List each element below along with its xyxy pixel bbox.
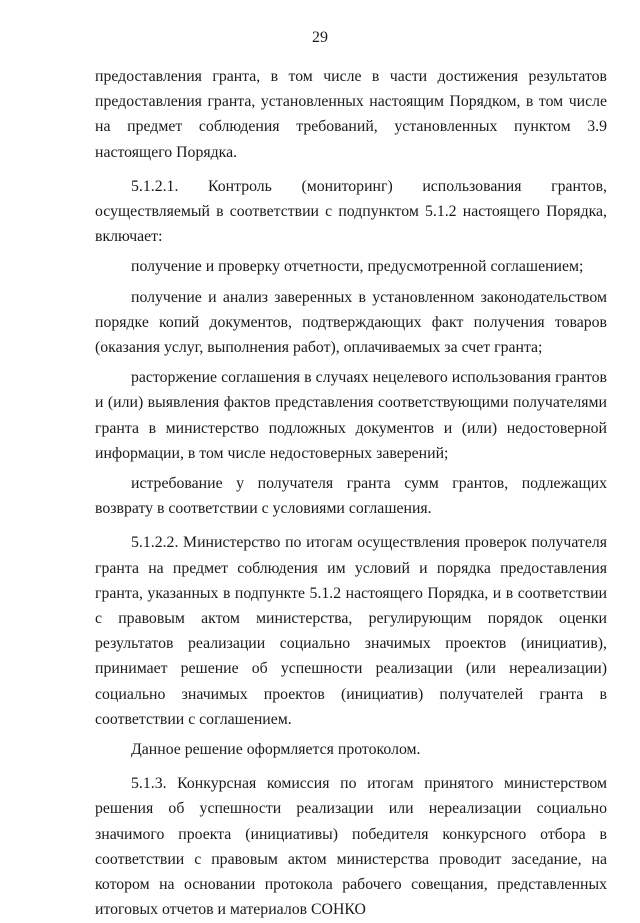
paragraph-protocol: Данное решение оформляется протоколом.	[131, 741, 421, 759]
paragraph-5-1-3: 5.1.3. Конкурсная комиссия по итогам принятого министерством решения об успешности реализации или нереализации социально значимого проекта (инициативы) победителя конкурсного отбора в соответствии с правовым актом министерства проводит заседание, на котором на основании протокола рабочего совещания, представленных итоговых отчетов и материалов СОНКО	[95, 775, 607, 919]
page-number: 29	[312, 29, 328, 46]
list-item-termination: расторжение соглашения в случаях нецелевого использования грантов и (или) выявления фактов представления соответствующими получателями гранта в министерство подложных документов и (или) недостоверной информации, в том числе недостоверных заверений;	[95, 369, 607, 462]
list-item-reporting: получение и проверку отчетности, предусмотренной соглашением;	[131, 258, 584, 276]
paragraph-continuation: предоставления гранта, в том числе в части достижения результатов предоставления гранта, установленных настоящим Порядком, в том числе на предмет соблюдения требований, установленных пунктом 3.9 настоящего Порядка.	[95, 68, 607, 161]
list-item-document-analysis: получение и анализ заверенных в установленном законодательством порядке копий документов, подтверждающих факт получения товаров (оказания услуг, выполнения работ), оплачиваемых за счет гранта;	[95, 288, 607, 357]
paragraph-5-1-2-2: 5.1.2.2. Министерство по итогам осуществления проверок получателя гранта на предмет соблюдения им условий и порядка предоставления гранта, указанных в подпункте 5.1.2 настоящего Порядка, и в соответствии с правовым актом министерства, регулирующим порядок оценки результатов реализации социально значимых проектов (инициатив), принимает решение об успешности реализации (или нереализации) социально значимых проектов (инициатив) получателей гранта в соответствии с соглашением.	[95, 534, 607, 728]
paragraph-5-1-2-1: 5.1.2.1. Контроль (мониторинг) использования грантов, осуществляемый в соответствии с подпунктом 5.1.2 настоящего Порядка, включает:	[95, 177, 607, 246]
document-body	[95, 64, 607, 923]
list-item-recovery: истребование у получателя гранта сумм грантов, подлежащих возврату в соответствии с условиями соглашения.	[95, 475, 607, 518]
